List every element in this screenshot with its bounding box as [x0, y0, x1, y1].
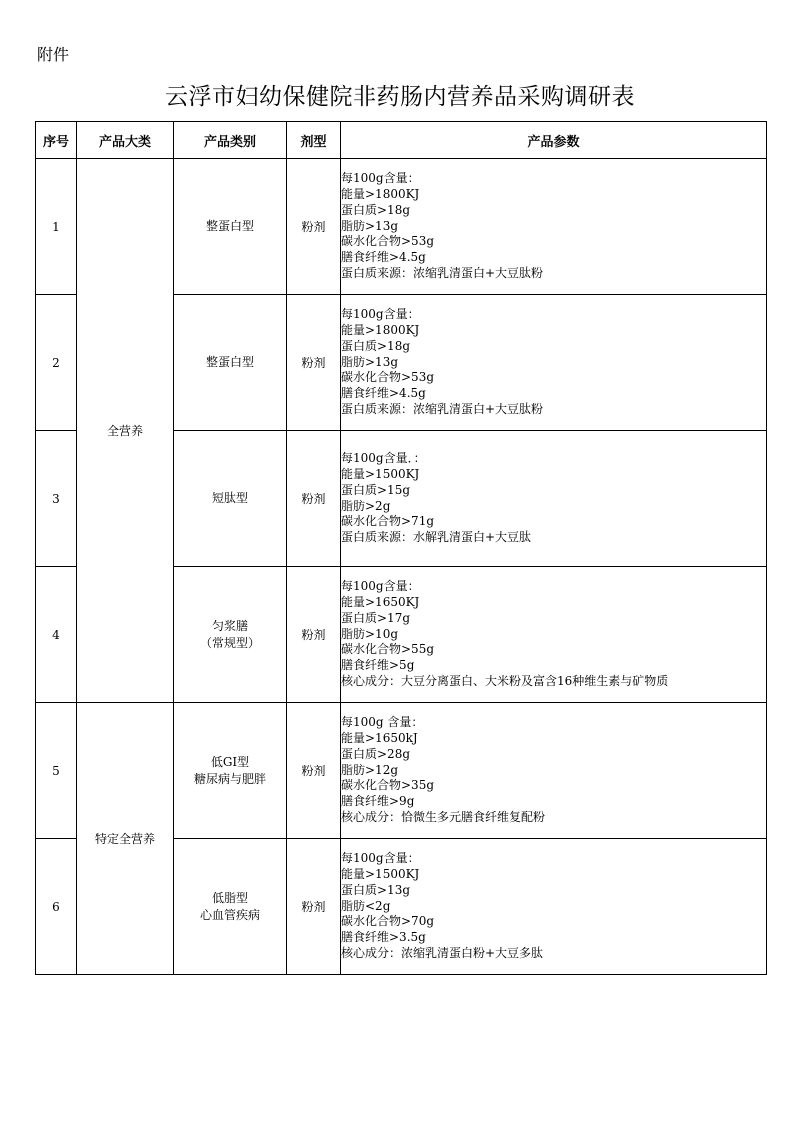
row-number: 5 — [36, 703, 77, 839]
category-line: 低脂型 — [211, 890, 248, 905]
param-line: 脂肪>13g — [341, 354, 399, 369]
row-number: 4 — [36, 567, 77, 703]
param-line: 蛋白质来源：水解乳清蛋白+大豆肽 — [341, 530, 532, 545]
param-line: 碳水化合物>53g — [341, 370, 435, 385]
param-line: 每100g含量： — [341, 579, 420, 594]
table-header-row — [36, 122, 767, 159]
form-cell: 粉剂 — [287, 703, 341, 839]
category-cell — [174, 159, 287, 295]
category-line: 糖尿病与肥胖 — [193, 771, 266, 786]
category-cell — [174, 431, 287, 567]
param-line: 碳水化合物>71g — [341, 514, 435, 529]
param-line: 每100g含量．： — [341, 451, 426, 466]
category-line: 心血管疾病 — [199, 907, 260, 922]
table-row — [36, 703, 767, 839]
major-category-cell: 特定全营养 — [77, 703, 174, 975]
param-line: 每100g含量： — [341, 851, 420, 866]
param-line: 核心成分：恰微生多元膳食纤维复配粉 — [341, 809, 546, 824]
param-line: 脂肪>12g — [341, 762, 399, 777]
param-line: 核心成分：大豆分离蛋白、大米粉及富含16种维生素与矿物质 — [341, 673, 669, 688]
param-line: 能量>1500KJ — [341, 867, 420, 881]
row-number: 3 — [36, 431, 77, 567]
form-cell: 粉剂 — [287, 431, 341, 567]
major-category-cell: 全营养 — [77, 159, 174, 703]
param-line: 脂肪>2g — [341, 498, 391, 513]
param-line: 脂肪>13g — [341, 218, 399, 233]
params-cell — [341, 431, 767, 567]
param-line: 能量>1800KJ — [341, 187, 420, 201]
param-line: 能量>1650kJ — [341, 731, 418, 745]
params-cell — [341, 839, 767, 975]
params-cell — [341, 159, 767, 295]
row-number: 1 — [36, 159, 77, 295]
survey-table — [35, 121, 767, 975]
param-line: 蛋白质来源：浓缩乳清蛋白+大豆肽粉 — [341, 401, 544, 416]
param-line: 蛋白质来源：浓缩乳清蛋白+大豆肽粉 — [341, 265, 544, 280]
param-line: 膳食纤维>5g — [341, 658, 415, 673]
header-major-category: 产品大类 — [77, 122, 174, 159]
category-cell — [174, 839, 287, 975]
param-line: 碳水化合物>35g — [341, 778, 435, 793]
category-line: 低GI型 — [210, 754, 250, 769]
params-cell — [341, 567, 767, 703]
param-line: 脂肪>10g — [341, 626, 399, 641]
param-line: 每100g含量： — [341, 307, 420, 322]
param-line: 膳食纤维>4.5g — [341, 386, 426, 401]
params-cell — [341, 703, 767, 839]
param-line: 能量>1800KJ — [341, 323, 420, 337]
param-line: 每100g含量： — [341, 171, 420, 186]
params-cell — [341, 295, 767, 431]
attachment-label: 附件 — [37, 45, 70, 64]
form-cell: 粉剂 — [287, 839, 341, 975]
header-params: 产品参数 — [341, 122, 767, 159]
header-no: 序号 — [36, 122, 77, 159]
param-line: 蛋白质>18g — [341, 338, 411, 353]
param-line: 蛋白质>18g — [341, 202, 411, 217]
param-line: 膳食纤维>9g — [341, 794, 415, 809]
category-line: 匀浆膳 — [211, 618, 248, 633]
header-category: 产品类别 — [174, 122, 287, 159]
param-line: 蛋白质>28g — [341, 746, 411, 761]
param-line: 碳水化合物>55g — [341, 642, 435, 657]
category-line: 整蛋白型 — [205, 355, 254, 369]
row-number: 2 — [36, 295, 77, 431]
form-cell: 粉剂 — [287, 159, 341, 295]
param-line: 碳水化合物>53g — [341, 234, 435, 249]
form-cell: 粉剂 — [287, 295, 341, 431]
param-line: 每100g 含量： — [341, 715, 424, 730]
table-row — [36, 159, 767, 295]
param-line: 能量>1650KJ — [341, 595, 420, 609]
category-cell — [174, 703, 287, 839]
param-line: 能量>1500KJ — [341, 466, 420, 481]
category-cell — [174, 295, 287, 431]
category-line: 整蛋白型 — [205, 219, 254, 233]
category-line: 短肽型 — [211, 491, 248, 505]
row-number: 6 — [36, 839, 77, 975]
document-title: 云浮市妇幼保健院非药肠内营养品采购调研表 — [165, 84, 635, 110]
param-line: 膳食纤维>3.5g — [341, 930, 426, 945]
header-form: 剂型 — [287, 122, 341, 159]
param-line: 脂肪<2g — [341, 898, 391, 913]
param-line: 膳食纤维>4.5g — [341, 250, 426, 265]
param-line: 核心成分：浓缩乳清蛋白粉+大豆多肽 — [341, 945, 544, 960]
form-cell: 粉剂 — [287, 567, 341, 703]
param-line: 蛋白质>15g — [341, 482, 411, 497]
param-line: 蛋白质>13g — [341, 882, 411, 897]
param-line: 蛋白质>17g — [341, 610, 411, 625]
param-line: 碳水化合物>70g — [341, 914, 435, 929]
category-cell — [174, 567, 287, 703]
category-line: （常规型） — [199, 635, 260, 650]
